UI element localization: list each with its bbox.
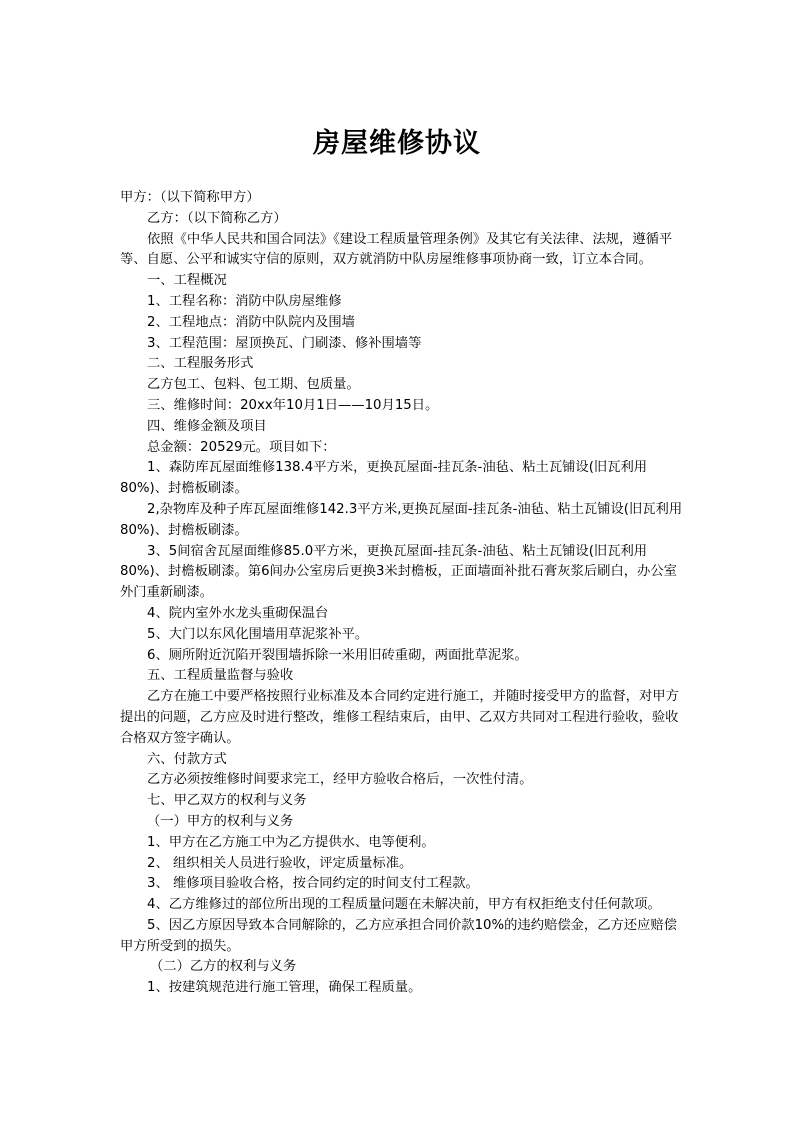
list-item: 1、按建筑规范进行施工管理，确保工程质量。: [147, 980, 422, 996]
section-heading: 六、付款方式: [147, 751, 227, 767]
document-title: 房屋维修协议: [313, 128, 481, 159]
document-body: [120, 188, 685, 999]
preamble-paragraph: 依照《中华人民共和国合同法》《建设工程质量管理条例》及其它有关法律、法规，遵循平等、自愿、公平和诚实守信的原则，双方就消防中队房屋维修事项协商一致，订立本合同。: [120, 231, 673, 268]
list-item: 1、甲方在乙方施工中为乙方提供水、电等便利。: [147, 834, 435, 850]
section-heading: 二、工程服务形式: [147, 356, 254, 372]
paragraph: 总金额：20529元。项目如下：: [147, 439, 336, 455]
paragraph: 乙方包工、包料、包工期、包质量。: [147, 377, 360, 393]
list-item: 3、5间宿舍瓦屋面维修85.0平方米，更换瓦屋面-挂瓦条-油毡、粘土瓦铺设(旧瓦利用80%)、封檐板刷漆。第6间办公室房后更换3米封檐板，正面墙面补批石膏灰浆后刷白，办公室外门重新刷漆。: [120, 543, 677, 601]
list-item: 3、 维修项目验收合格，按合同约定的时间支付工程款。: [147, 876, 479, 892]
paragraph: 乙方在施工中要严格按照行业标准及本合同约定进行施工，并随时接受甲方的监督，对甲方提出的问题，乙方应及时进行整改，维修工程结束后，由甲、乙双方共同对工程进行验收，验收合格双方签字确认。: [120, 689, 679, 746]
party-a-line: 甲方：（以下简称甲方）: [120, 190, 260, 205]
section-heading: 七、甲乙双方的权利与义务: [147, 793, 307, 809]
list-item: 4、院内室外水龙头重砌保温台: [147, 605, 329, 621]
section-heading: 四、维修金额及项目: [147, 418, 267, 434]
subsection-heading: （二）乙方的权利与义务: [150, 959, 297, 975]
list-item: 1、工程名称：消防中队房屋维修: [147, 293, 342, 309]
section-heading: 三、维修时间：20xx年10月1日——10月15日。: [147, 397, 439, 413]
paragraph: 乙方必须按维修时间要求完工，经甲方验收合格后，一次性付清。: [147, 772, 533, 788]
list-item: 4、乙方维修过的部位所出现的工程质量问题在未解决前，甲方有权拒绝支付任何款项。: [147, 897, 661, 913]
list-item: 3、工程范围：屋顶换瓦、门刷漆、修补围墙等: [147, 335, 422, 351]
list-item: 1、森防库瓦屋面维修138.4平方米，更换瓦屋面-挂瓦条-油毡、粘土瓦铺设(旧瓦利用80%)、封檐板刷漆。: [120, 460, 648, 497]
list-item: 2、 组织相关人员进行验收，评定质量标准。: [147, 855, 413, 871]
list-item: 6、厕所附近沉陷开裂围墙拆除一米用旧砖重砌，两面批草泥浆。: [147, 647, 528, 663]
list-item: 2,杂物库及种子库瓦屋面维修142.3平方米,更换瓦屋面-挂瓦条-油毡、粘土瓦铺设(旧瓦利用80%)、封檐板刷漆。: [120, 501, 683, 538]
list-item: 2、工程地点：消防中队院内及围墙: [147, 314, 355, 330]
list-item: 5、因乙方原因导致本合同解除的，乙方应承担合同价款10%的违约赔偿金，乙方还应赔偿甲方所受到的损失。: [120, 917, 677, 954]
list-item: 5、大门以东风化围墙用草泥浆补平。: [147, 626, 369, 642]
subsection-heading: （一）甲方的权利与义务: [147, 813, 294, 829]
party-b-line: 乙方：（以下简称乙方）: [147, 210, 287, 226]
section-heading: 一、工程概况: [147, 273, 227, 289]
section-heading: 五、工程质量监督与验收: [147, 668, 294, 684]
